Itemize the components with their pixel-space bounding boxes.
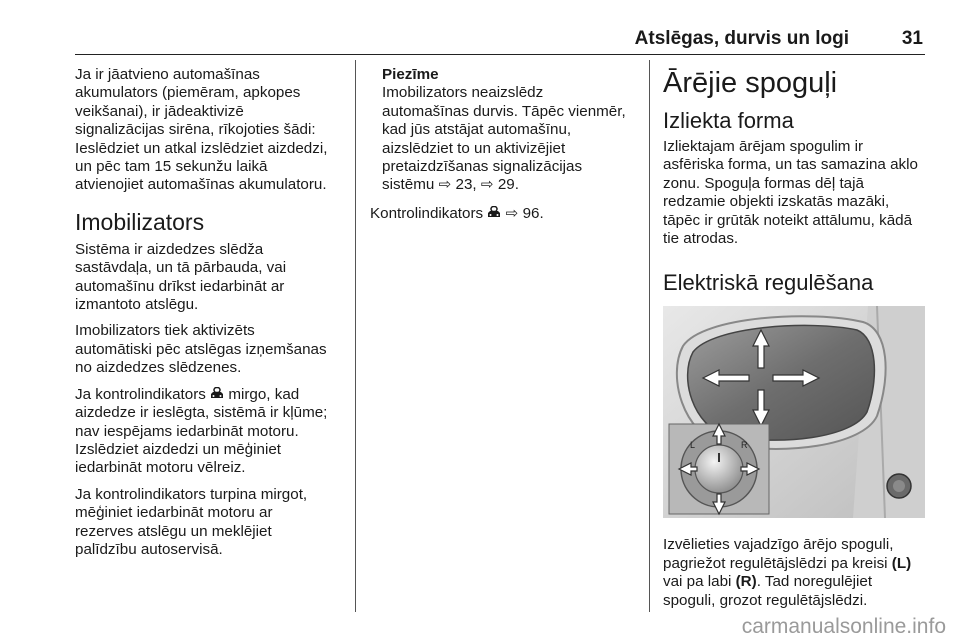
column-3	[663, 66, 933, 618]
text-segment: vai pa labi	[663, 573, 732, 591]
page-reference-link[interactable]: 29.	[497, 176, 519, 194]
car-lock-icon	[210, 387, 224, 402]
reference-arrow-icon: ⇨	[438, 176, 452, 194]
reference-arrow-icon: ⇨	[480, 176, 494, 194]
note-title: Piezīme	[382, 66, 439, 83]
note-box	[370, 66, 635, 195]
immobilizer-paragraph-2: Imobilizators tiek aktivizēts automātiski pēc atslēgas izņemšanas no aizdedzes slēdzenes.	[75, 322, 327, 377]
immobilizer-heading: Imobilizators	[75, 208, 205, 235]
column-divider-1	[355, 60, 356, 612]
electric-adjustment-paragraph	[663, 536, 933, 610]
convex-shape-heading: Izliekta forma	[663, 108, 794, 133]
page-number: 31	[901, 28, 923, 49]
electric-adjustment-heading: Elektriskā regulēšana	[663, 270, 874, 296]
text-segment: Kontrolindikators	[370, 204, 484, 222]
text-segment: mirgo, kad aizdedze ir ieslēgta, sistēmā ir kļūme; nav iespējams iedarbināt motoru. Izslēdziet aizdedzi un mēģiniet iedarbināt motoru vēlreiz.	[75, 385, 328, 477]
mirror-illustration	[663, 306, 925, 518]
immobilizer-paragraph-1: Sistēma ir aizdedzes slēdža sastāvdaļa, un tā pārbauda, vai automašīnu drīkst iedarbināt ar izmantoto atslēgu.	[75, 240, 287, 314]
car-lock-icon	[487, 206, 501, 221]
page-header	[75, 22, 925, 56]
battery-paragraph: Ja ir jāatvieno automašīnas akumulators (piemēram, apkopes veikšanai), ir jādeaktivizē signalizācijas sirēna, rīkojoties šādi: Ieslēdziet un atkal izslēdziet aizdedzi, un pēc tam 15 sekunžu laikā atvienojiet automašīnas akumulatoru.	[75, 66, 328, 194]
mirror-adjustment-figure	[663, 306, 925, 518]
text-segment: Izvēlieties vajadzīgo ārējo spoguli, pagriežot regulētājslēdzi pa kreisi	[663, 536, 894, 572]
figure-label-right: R	[741, 440, 748, 451]
page-reference-link[interactable]: 96.	[522, 204, 544, 222]
text-segment: Imobilizators neaizslēdz automašīnas durvis. Tāpēc vienmēr, kad jūs atstājat automašīnu, aizslēdziet to un aktivizējiet pretaizdzīšanas signalizācijas sistēmu	[382, 84, 626, 194]
figure-label-left: L	[690, 440, 696, 451]
immobilizer-paragraph-4: Ja kontrolindikators turpina mirgot, mēģiniet iedarbināt motoru ar rezerves atslēgu un meklējiet palīdzību autoservisā.	[75, 485, 308, 558]
right-key-label: (R)	[735, 573, 757, 591]
left-key-label: (L)	[891, 554, 912, 572]
column-divider-2	[649, 60, 650, 612]
page-reference-link[interactable]: 23,	[455, 176, 477, 194]
indicator-reference	[370, 205, 635, 223]
header-title: Atslēgas, durvis un logi	[634, 28, 849, 49]
text-segment: Ja kontrolindikators	[75, 385, 206, 403]
watermark: carmanualsonline.info	[741, 615, 946, 638]
column-1	[75, 66, 347, 567]
mirrors-heading: Ārējie spoguļi	[663, 67, 838, 99]
header-rule	[75, 54, 925, 55]
text-segment: . Tad noregulējiet spoguli, grozot regulētājslēdzi.	[663, 573, 873, 609]
reference-arrow-icon: ⇨	[505, 204, 519, 222]
immobilizer-paragraph-3	[75, 386, 347, 478]
note-text	[382, 84, 635, 194]
convex-shape-paragraph: Izliektajam ārējam spogulim ir asfēriska forma, un tas samazina aklo zonu. Spoguļa formas dēļ tajā redzamie objekti izskatās mazāki, tāpēc ir grūtāk noteikt attālumu, kādā tie atrodas.	[663, 138, 918, 248]
column-2	[370, 66, 635, 231]
